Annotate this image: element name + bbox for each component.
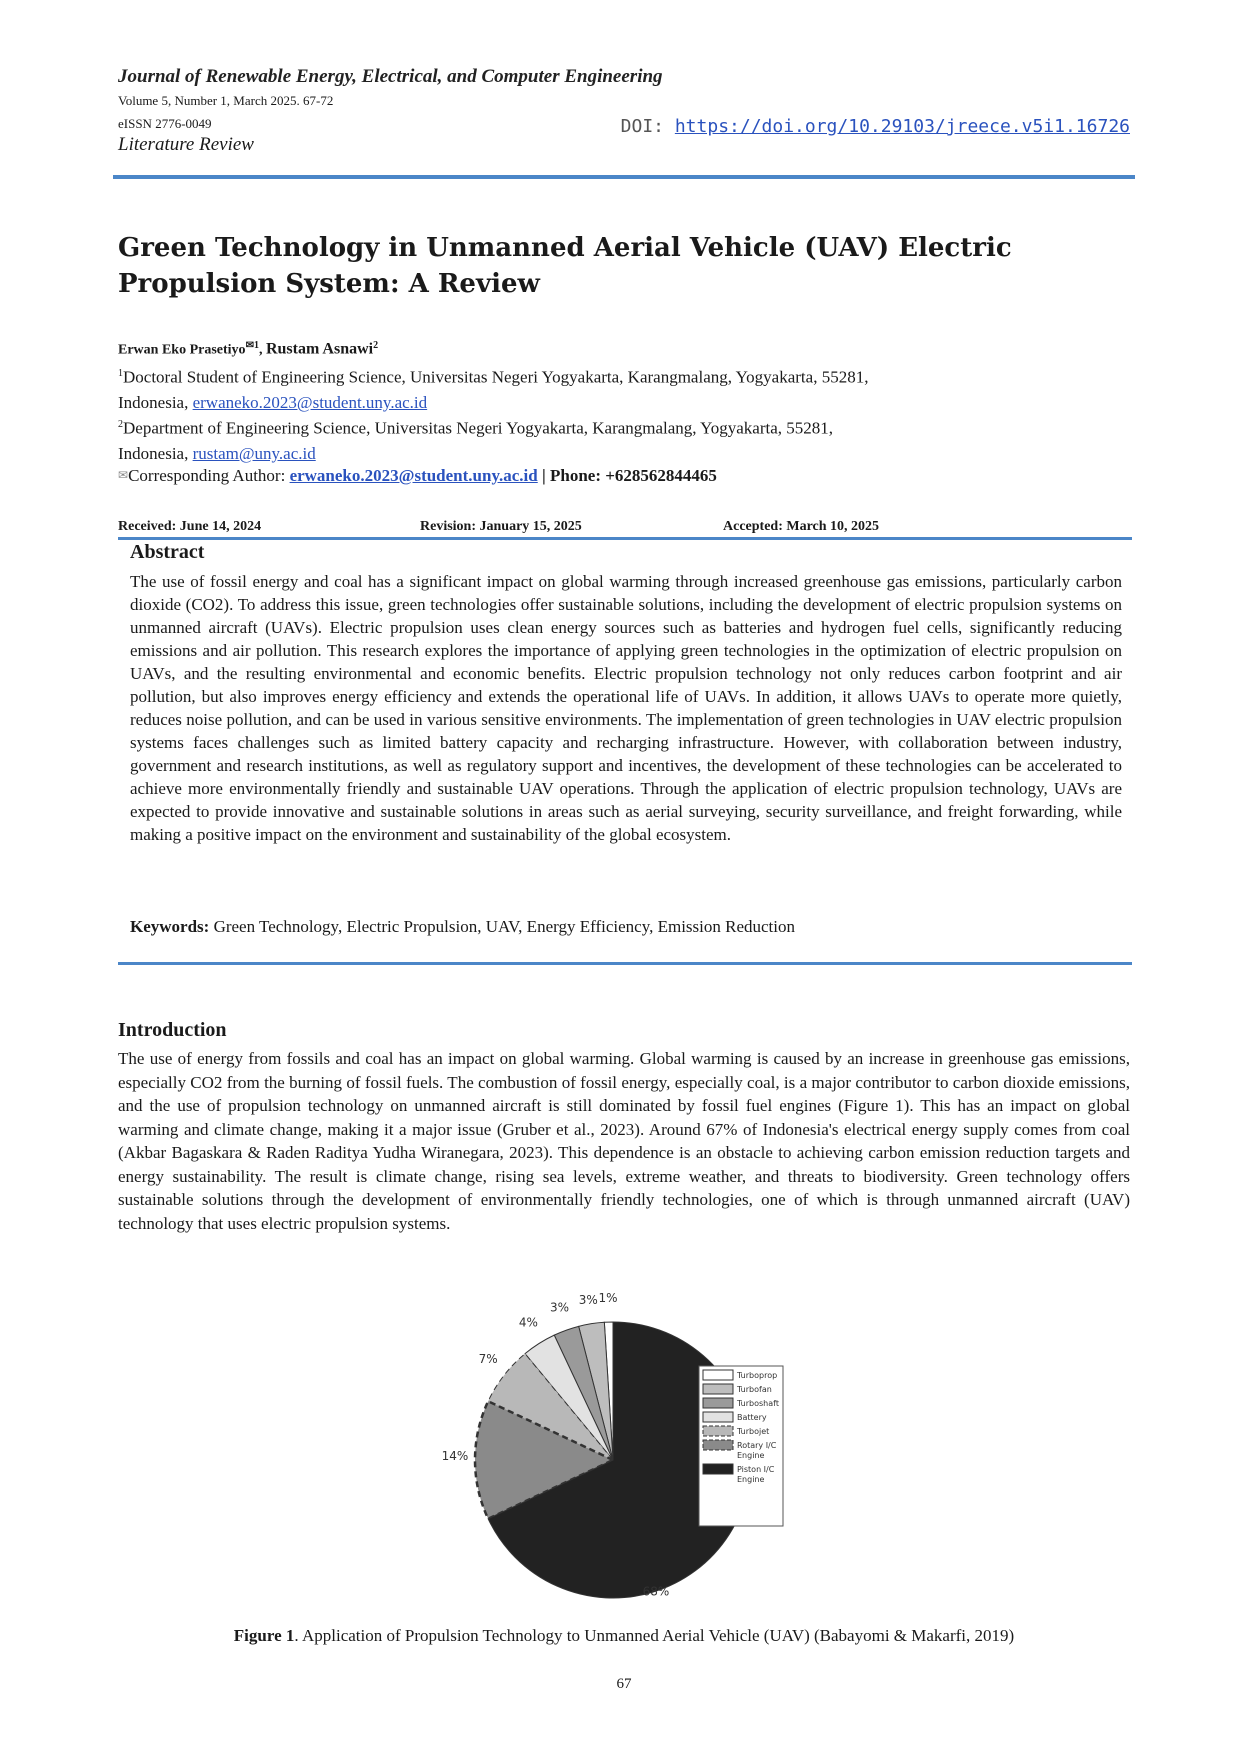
paper-title: Green Technology in Unmanned Aerial Vehicle (UAV) Electric Propulsion System: A Review xyxy=(118,233,1012,299)
legend-swatch xyxy=(703,1426,733,1436)
abstract-text: The use of fossil energy and coal has a significant impact on global warming through increased greenhouse gas emissions, particularly carbon dioxide (CO2). To address this issue, green technologies offer sustainable solutions, including the development of electric propulsion systems on unmanned aircraft (UAVs). Electric propulsion uses clean energy sources such as batteries and hydrogen fuel cells, significantly reducing emissions and air pollution. This research explores the importance of applying green technologies in the optimization of electric propulsion on UAVs, and the resulting environmental and economic benefits. Electric propulsion technology not only reduces carbon footprint and air pollution, but also improves energy efficiency and extends the operational life of UAVs. In addition, it allows UAVs to operate more quietly, reduces noise pollution, and can be used in various sensitive environments. The implementation of green technologies in UAV electric propulsion systems faces challenges such as limited battery capacity and recharging infrastructure. However, with collaboration between industry, government and research institutions, as well as regulatory support and incentives, the development of these technologies can be accelerated to achieve more environmentally friendly and sustainable UAV operations. Through the application of electric propulsion technology, UAVs are expected to provide innovative and sustainable solutions in areas such as aerial surveying, security surveillance, and freight forwarding, while making a positive impact on the environment and sustainability of the global ecosystem. xyxy=(130,572,1122,844)
author-name: Rustam Asnawi xyxy=(265,340,374,358)
affiliation-country: Indonesia, xyxy=(118,443,193,463)
affiliation xyxy=(118,412,1130,466)
figure-caption-label: Figure 1 xyxy=(233,1626,295,1645)
introduction-heading: Introduction xyxy=(118,1019,227,1041)
page-number: 67 xyxy=(616,1676,632,1692)
author-sup: 2 xyxy=(373,340,379,351)
pie-data-label: 68% xyxy=(642,1584,670,1599)
corresponding-label: Corresponding Author: xyxy=(128,466,290,485)
header-rule xyxy=(113,175,1135,179)
keywords xyxy=(130,917,795,937)
journal-name: Journal of Renewable Energy, Electrical, and Computer Engineering xyxy=(118,66,663,87)
legend-label: Turbojet xyxy=(737,1427,770,1436)
affiliation-sup: 2 xyxy=(118,419,123,430)
legend-label: Turboshaft xyxy=(737,1399,779,1408)
doi-link[interactable]: https://doi.org/10.29103/jreece.v5i1.16726 xyxy=(674,116,1130,137)
author-separator: , xyxy=(258,342,266,358)
author-sup: ✉1 xyxy=(245,340,259,351)
pie-data-label: 3% xyxy=(549,1300,570,1315)
doi xyxy=(621,116,1130,137)
abstract-rule-bottom xyxy=(118,962,1132,965)
author-name: Erwan Eko Prasetiyo xyxy=(118,342,246,358)
legend-swatch xyxy=(703,1398,733,1408)
article-type: Literature Review xyxy=(118,134,254,155)
figure-caption-text: . Application of Propulsion Technology to Unmanned Aerial Vehicle (UAV) (Babayomi & Makarfi, 2019) xyxy=(294,1626,1015,1645)
legend-swatch xyxy=(703,1464,733,1474)
corresponding-phone: | Phone: +628562844465 xyxy=(537,466,717,485)
pie-data-label: 4% xyxy=(518,1315,538,1330)
legend-label: Rotary I/C xyxy=(737,1441,777,1450)
figure-caption xyxy=(118,1626,1130,1646)
affiliation-text: Doctoral Student of Engineering Science, Universitas Negeri Yogyakarta, Karangmalang, Yogyakarta, 55281, xyxy=(123,367,869,387)
legend-swatch xyxy=(703,1440,733,1450)
legend-label: Piston I/C xyxy=(737,1465,775,1474)
received-date: Received: June 14, 2024 xyxy=(118,519,262,534)
legend-swatch xyxy=(703,1370,733,1380)
affiliation-country: Indonesia, xyxy=(118,392,193,412)
pie-data-label: 3% xyxy=(578,1292,598,1307)
author-list xyxy=(118,340,378,359)
abstract-heading: Abstract xyxy=(130,541,205,563)
keywords-label: Keywords: xyxy=(130,917,210,936)
doi-label: DOI: xyxy=(620,116,675,137)
figure-1 xyxy=(438,1270,878,1610)
legend-label: Engine xyxy=(737,1475,765,1484)
affiliation xyxy=(118,361,1130,415)
pie-data-label: 7% xyxy=(478,1352,498,1367)
affiliation-email-link[interactable]: erwaneko.2023@student.uny.ac.id xyxy=(192,392,428,412)
legend-swatch xyxy=(703,1384,733,1394)
legend-label: Turboprop xyxy=(737,1371,778,1380)
corresponding-email-link[interactable]: erwaneko.2023@student.uny.ac.id xyxy=(289,466,538,485)
volume-info: Volume 5, Number 1, March 2025. 67-72 xyxy=(118,93,334,108)
pie-chart xyxy=(438,1270,878,1610)
introduction-text: The use of energy from fossils and coal has an impact on global warming. Global warming is caused by an increase in greenhouse gas emissions, especially CO2 from the burning of fossil fuels. The combustion of fossil energy, especially coal, is a major contributor to carbon dioxide emissions, and the use of propulsion technology on unmanned aircraft is still dominated by fossil fuel engines (Figure 1). This has an impact on global warming and climate change, making it a major issue (Gruber et al., 2023). Around 67% of Indonesia's electrical energy supply comes from coal (Akbar Bagaskara & Raden Raditya Yudha Wiranegara, 2023). This dependence is an obstacle to achieving carbon emission reduction targets and energy sustainability. The result is climate change, rising sea levels, extreme weather, and threats to biodiversity. Green technology offers sustainable solutions through the development of environmentally friendly technologies, one of which is through unmanned aircraft (UAV) technology that uses electric propulsion systems. xyxy=(118,1049,1130,1233)
accepted-date: Accepted: March 10, 2025 xyxy=(723,519,880,534)
affiliation-text: Department of Engineering Science, Universitas Negeri Yogyakarta, Karangmalang, Yogyakarta, 55281, xyxy=(123,418,834,438)
envelope-icon: ✉ xyxy=(118,468,129,482)
affiliation-sup: 1 xyxy=(118,368,123,379)
legend-label: Engine xyxy=(737,1451,765,1460)
keywords-list: Green Technology, Electric Propulsion, UAV, Energy Efficiency, Emission Reduction xyxy=(209,917,796,936)
issn: eISSN 2776-0049 xyxy=(118,116,212,131)
affiliation-email-link[interactable]: rustam@uny.ac.id xyxy=(192,443,316,463)
abstract-rule-top xyxy=(118,537,1132,540)
revision-date: Revision: January 15, 2025 xyxy=(420,519,582,534)
corresponding-author xyxy=(118,463,1130,488)
legend-swatch xyxy=(703,1412,733,1422)
legend-label: Turbofan xyxy=(737,1385,772,1394)
legend-label: Battery xyxy=(737,1413,767,1422)
pie-data-label: 1% xyxy=(598,1291,618,1306)
pie-data-label: 14% xyxy=(441,1449,469,1463)
